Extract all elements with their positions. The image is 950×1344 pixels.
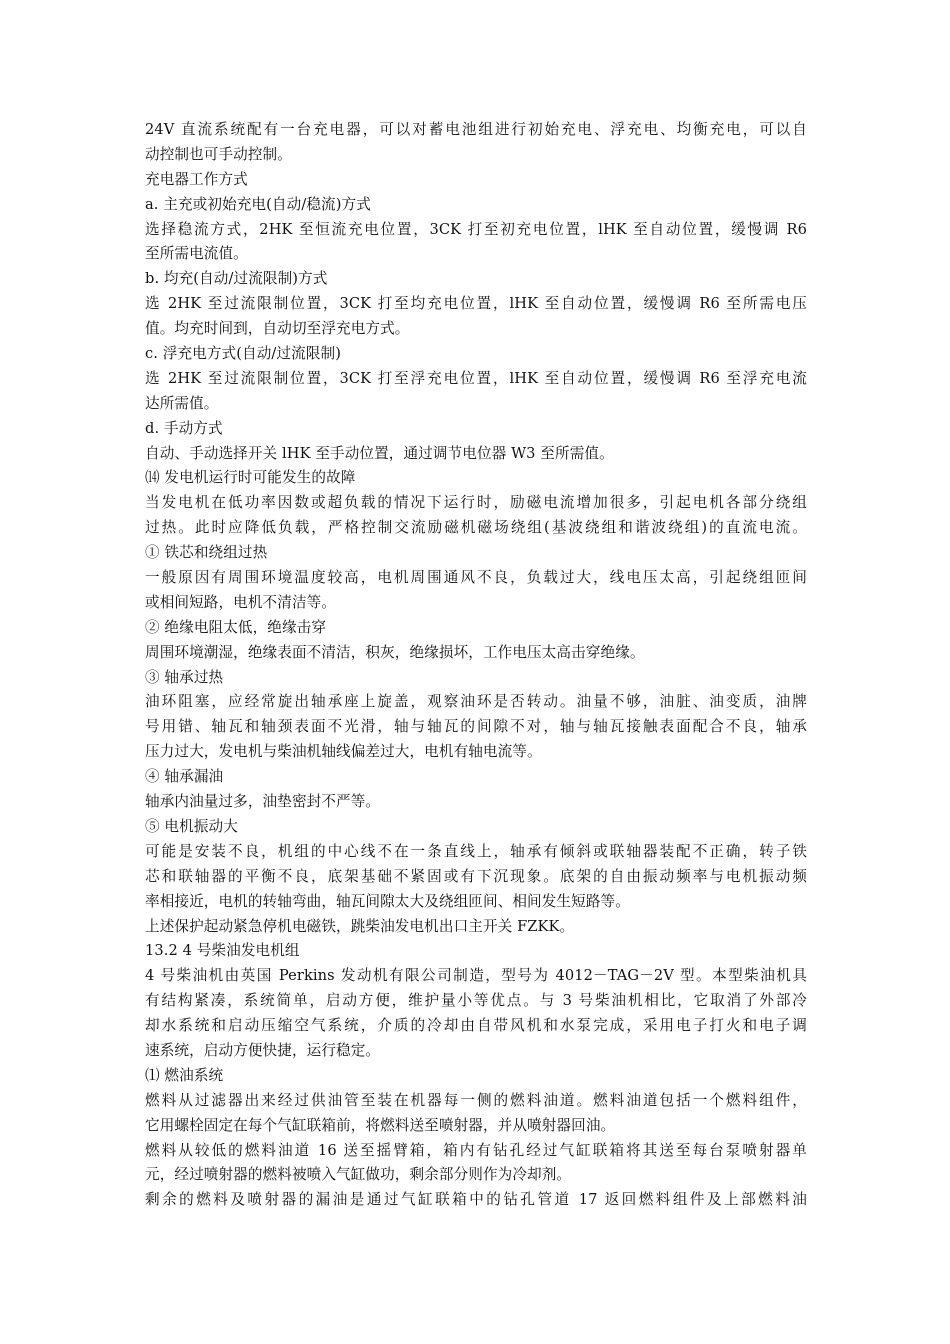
text-line: 动控制也可手动控制。 (145, 145, 292, 163)
text-line: 剩余的燃料及喷射器的漏油是通过气缸联箱中的钻孔管道 17 返回燃料组件及上部燃料油 (145, 1191, 807, 1209)
text-line: 周围环境潮湿，绝缘表面不清洁，积灰，绝缘损坏，工作电压太高击穿绝缘。 (145, 643, 645, 661)
text-line: b. 均充(自动/过流限制)方式 (145, 270, 328, 288)
text-line: 可能是安装不良，机组的中心线不在一条直线上，轴承有倾斜或联轴器装配不正确，转子铁 (145, 842, 807, 860)
text-line: 当发电机在低功率因数或超负载的情况下运行时，励磁电流增加很多，引起电机各部分绕组 (145, 494, 807, 512)
text-line: 4 号柴油机由英国 Perkins 发动机有限公司制造，型号为 4012－TAG－2V 型。本型柴油机具 (145, 967, 807, 985)
text-line: ② 绝缘电阻太低，绝缘击穿 (145, 618, 327, 636)
text-line: ③ 轴承过热 (145, 668, 224, 686)
text-line: 选 2HK 至过流限制位置，3CK 打至均充电位置，lHK 至自动位置，缓慢调 R6 至所需电压 (145, 295, 807, 313)
text-line: 压力过大，发电机与柴油机轴线偏差过大，电机有轴电流等。 (145, 743, 542, 761)
text-line: 芯和联轴器的平衡不良，底架基础不紧固或有下沉现象。底架的自由振动频率与电机振动频 (145, 867, 807, 885)
text-line: ⒁ 发电机运行时可能发生的故障 (145, 469, 356, 487)
text-line: 燃料从较低的燃料油道 16 送至摇臂箱，箱内有钻孔经过气缸联箱将其送至每台泵喷射器单 (145, 1141, 807, 1159)
text-line: ④ 轴承漏油 (145, 768, 224, 786)
text-line: 轴承内油量过多，油垫密封不严等。 (145, 793, 381, 811)
document-body (145, 118, 807, 1213)
text-line: ⑤ 电机振动大 (145, 817, 238, 835)
text-line: 选择稳流方式，2HK 至恒流充电位置，3CK 打至初充电位置，lHK 至自动位置，缓慢调 R6 (145, 220, 807, 238)
text-line: 充电器工作方式 (145, 170, 248, 188)
text-line: a. 主充或初始充电(自动/稳流)方式 (145, 195, 371, 213)
text-line: 它用螺栓固定在每个气缸联箱前，将燃料送至喷射器，并从喷射器回油。 (145, 1116, 616, 1134)
text-line: 24V 直流系统配有一台充电器，可以对蓄电池组进行初始充电、浮充电、均衡充电，可以自 (145, 121, 807, 138)
text-line: 达所需值。 (145, 394, 219, 412)
text-line: 速系统，启动方便快捷，运行稳定。 (145, 1041, 381, 1059)
text-line: 有结构紧凑，系统简单，启动方便，维护量小等优点。与 3 号柴油机相比，它取消了外部冷 (145, 992, 807, 1010)
text-line: 值。均充时间到，自动切至浮充电方式。 (145, 320, 410, 338)
text-line: ① 铁芯和绕组过热 (145, 544, 268, 562)
text-line: 选 2HK 至过流限制位置，3CK 打至浮充电位置，lHK 至自动位置，缓慢调 R6 至浮充电流 (145, 369, 807, 387)
text-line: 元，经过喷射器的燃料被喷入气缸做功，剩余部分则作为冷却剂。 (145, 1166, 572, 1184)
text-line: 一般原因有周围环境温度较高，电机周围通风不良，负载过大，线电压太高，引起绕组匝间 (145, 569, 807, 587)
text-line: 13.2 4 号柴油发电机组 (145, 942, 300, 960)
text-line: 油环阻塞，应经常旋出轴承座上旋盖，观察油环是否转动。油量不够，油脏、油变质，油牌 (145, 693, 807, 711)
text-line: 过热。此时应降低负载，严格控制交流励磁机磁场绕组(基波绕组和谐波绕组)的直流电流。 (145, 519, 807, 537)
text-line: c. 浮充电方式(自动/过流限制) (145, 345, 341, 363)
text-line: 号用错、轴瓦和轴颈表面不光滑，轴与轴瓦的间隙不对，轴与轴瓦接触表面配合不良，轴承 (145, 718, 807, 736)
text-line: 自动、手动选择开关 lHK 至手动位置，通过调节电位器 W3 至所需值。 (145, 444, 614, 462)
text-line: 或相间短路，电机不清洁等。 (145, 593, 337, 611)
text-line: 率相接近，电机的转轴弯曲，轴瓦间隙太大及绕组匝间、相间发生短路等。 (145, 892, 630, 910)
text-line: 却水系统和启动压缩空气系统，介质的冷却由自带风机和水泵完成，采用电子打火和电子调 (145, 1017, 807, 1035)
text-line: 燃料从过滤器出来经过供油管至装在机器每一侧的燃料油道。燃料油道包括一个燃料组件， (145, 1091, 807, 1109)
text-line: ⑴ 燃油系统 (145, 1066, 224, 1084)
text-line: 上述保护起动紧急停机电磁铁，跳柴油发电机出口主开关 FZKK。 (145, 917, 575, 935)
text-line: 至所需电流值。 (145, 245, 248, 263)
text-line: d. 手动方式 (145, 419, 223, 437)
